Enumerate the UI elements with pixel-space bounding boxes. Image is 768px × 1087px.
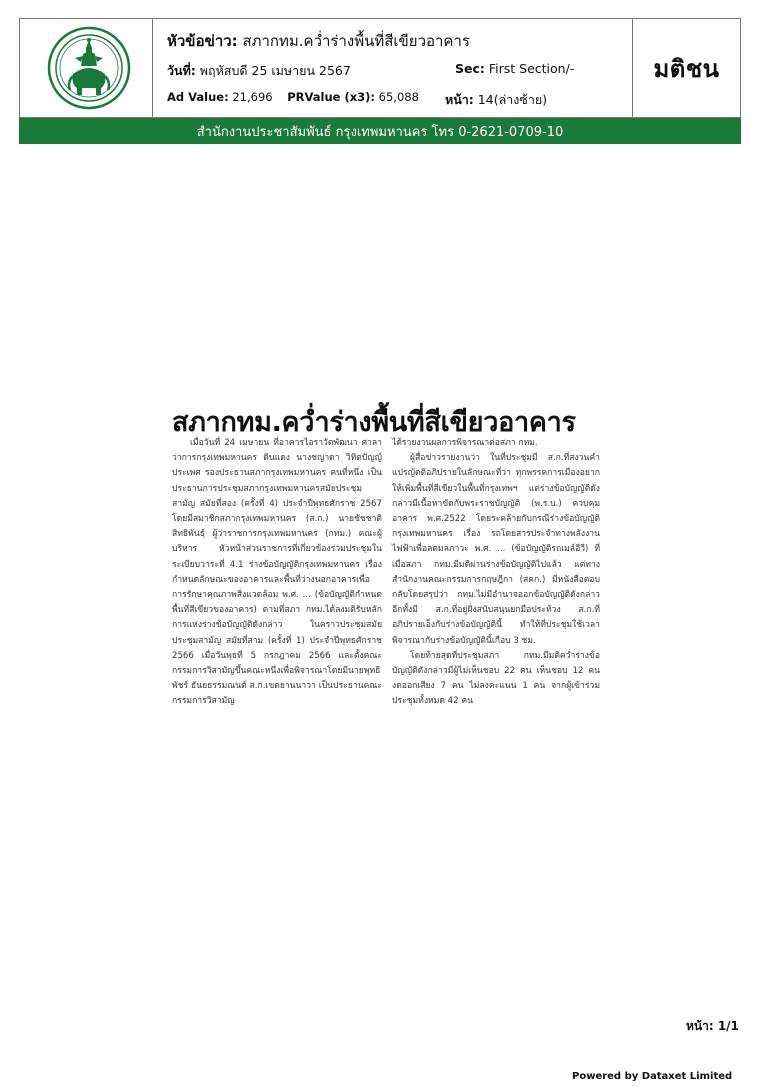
title-label: หัวข้อข่าว: — [167, 32, 238, 50]
article-column-1 — [172, 436, 382, 710]
article-paragraph: โดยท้ายสุดที่ประชุมสภา กทม.มีมติคว่ำร่างข้อบัญญัติดังกล่าวมีผู้ไม่เห็นชอบ 22 คน เห็นชอบ 12 คน งดออกเสียง 7 คน ไม่ลงคะแนน 1 คน จากผู้เข้าร่วมประชุมทั้งหมด 42 คน — [392, 650, 600, 707]
clipping-info — [153, 19, 633, 117]
page-indicator: หน้า: 1/1 — [686, 1019, 739, 1033]
powered-by: Powered by Dataxet Limited — [572, 1071, 733, 1082]
pr-value: 65,088 — [378, 90, 419, 104]
article-paragraph: เมื่อวันที่ 24 เมษายน ที่อาคารไอราวัตพัฒนา ศาลาว่าการกรุงเทพมหานคร ดินแดง นางชญาดา วิทิตปัญญ์ประเพศ รองประธานสภากรุงเทพมหานคร คนที่หนึ่ง เป็นประธานการประชุมสภากรุงเทพมหานครสมัยประชุมสามัญ สมัยที่สอง (ครั้งที่ 4) ประจำปีพุทธศักราช 2567 โดยมีสมาชิกสภากรุงเทพมหานคร (ส.ก.) นายชัชชาติ สิทธิพันธุ์ ผู้ว่าราชการกรุงเทพมหานคร (กทม.) คณะผู้บริหาร หัวหน้าส่วนราชการที่เกี่ยวข้องร่วมประชุมในระเบียบวาระที่ 4.1 ร่างข้อบัญญัติกรุงเทพมหานคร เรื่อง กำหนดลักษณะของอาคารและพื้นที่ว่างนอกอาคารเพื่อการรักษาคุณภาพสิ่งแวดล้อม พ.ศ. ... (ข้อบัญญัติกำหนดพื้นที่สีเขียวของอาคาร) ตามที่สภา กทม.ได้ลงมติรับหลักการแห่งร่างข้อบัญญัติดังกล่าว ในคราวประชุมสมัยประชุมสามัญ สมัยที่สาม (ครั้งที่ 1) ประจำปีพุทธศักราช 2566 เมื่อวันพุธที่ 5 กรกฎาคม 2566 และตั้งคณะกรรมการวิสามัญขึ้นคณะหนึ่งเพื่อพิจารณาโดยมีนายพุทธิพัชร์ ธันยธรรมณนต์ ส.ก.เขตยานนาวา เป็นประธานคณะกรรมการวิสามัญ — [172, 438, 382, 707]
publisher-name: มติชน — [653, 54, 720, 83]
page-row — [445, 90, 547, 110]
clipping-header — [19, 18, 741, 118]
section-label: Sec: — [455, 61, 485, 76]
value-row — [167, 90, 419, 104]
headline-row — [167, 29, 470, 53]
ad-value: 21,696 — [232, 90, 273, 104]
section-value: First Section/- — [488, 61, 575, 76]
article-paragraph: ได้รายงานผลการพิจารณาต่อสภา กทม. — [392, 438, 538, 448]
article-column-2 — [392, 436, 600, 710]
date-value: พฤหัสบดี 25 เมษายน 2567 — [199, 63, 351, 78]
pr-value-label: PRValue (x3): — [287, 90, 376, 104]
title-value: สภากทม.คว่ำร่างพื้นที่สีเขียวอาคาร — [242, 32, 470, 50]
section-row — [455, 61, 574, 76]
date-row — [167, 61, 351, 81]
logo-cell — [20, 19, 153, 117]
article-paragraph: ผู้สื่อข่าวรายงานว่า ในที่ประชุมมี ส.ก.ที่สงวนคำแปรญัตติอภิปรายในลักษณะที่ว่า ทุกพรรคการเมืองอยากให้เพิ่มพื้นที่สีเขียวในพื้นที่กรุงเทพฯ แต่ร่างข้อบัญญัติดังกล่าวมีเนื้อหาขัดกับพระราชบัญญัติ (พ.ร.บ.) ควบคุมอาคาร พ.ศ.2522 โดยระคล้ายกับกรณีร่างข้อบัญญัติกรุงเทพมหานคร เรื่อง รถโดยสารประจำทางพลังงานไฟฟ้าเพื่อลดมลภาวะ พ.ศ. ... (ข้อบัญญัติรถเมล์อีวี) ที่เมื่อสภา กทม.มีมติผ่านร่างข้อบัญญัติไปแล้ว แต่ทางสำนักงานคณะกรรมการกฤษฎีกา (สคก.) มีหนังสือตอบกลับโดยสรุปว่า กทม.ไม่มีอำนาจออกข้อบัญญัติดังกล่าว อีกทั้งมี ส.ก.ที่อยู่ฝั่งสนับสนุนยกมือประท้วง ส.ก.ที่อภิปรายเอ็งกับร่างข้อบัญญัตินี้ ทำให้ที่ประชุมใช้เวลาพิจารณากับร่างข้อบัญญัตินี้เกือบ 3 ชม. — [392, 453, 600, 646]
ad-value-label: Ad Value: — [167, 90, 229, 104]
page-value: 14(ล่างซ้าย) — [477, 92, 548, 107]
bangkok-seal-icon — [47, 26, 131, 110]
pr-office-banner: สำนักงานประชาสัมพันธ์ กรุงเทพมหานคร โทร 0-2621-0709-10 — [19, 118, 741, 144]
article-headline: สภากทม.คว่ำร่างพื้นที่สีเขียวอาคาร — [172, 407, 576, 438]
page-label: หน้า: — [445, 92, 474, 107]
date-label: วันที่: — [167, 63, 196, 78]
